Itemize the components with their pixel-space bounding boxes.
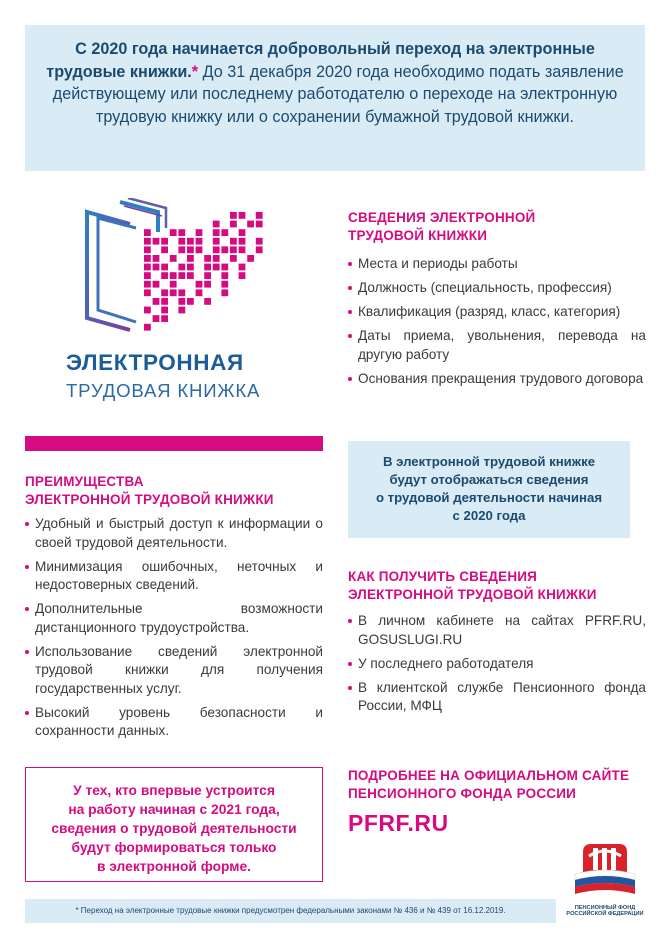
pixel-square xyxy=(161,289,168,296)
pixel-square xyxy=(178,264,185,271)
list-item: Места и периоды работы xyxy=(348,255,646,274)
pixel-square xyxy=(256,221,263,228)
list-item: Основания прекращения трудового договора xyxy=(348,370,646,389)
pixel-square xyxy=(230,221,237,228)
pixel-square xyxy=(239,238,246,245)
pixel-square xyxy=(204,281,211,288)
logo-subtitle: ТРУДОВАЯ КНИЖКА xyxy=(66,380,261,401)
list-item: Квалификация (разряд, класс, категория) xyxy=(348,303,646,322)
pixel-square xyxy=(196,281,203,288)
pixel-square xyxy=(161,264,168,271)
more-info-heading: ПОДРОБНЕЕ НА ОФИЦИАЛЬНОМ САЙТЕ ПЕНСИОННОГО ФОНДА РОССИИ xyxy=(348,768,630,801)
pixel-square xyxy=(153,315,160,322)
pixel-square xyxy=(213,264,220,271)
pixel-square xyxy=(153,255,160,262)
list-item: В личном кабинете на сайтах PFRF.RU, GOSUSLUGI.RU xyxy=(348,612,646,649)
pixel-square xyxy=(178,246,185,253)
pixel-square xyxy=(170,255,177,262)
pixel-square xyxy=(178,238,185,245)
list-item: Дополнительные возможности дистанционного трудоустройства. xyxy=(25,600,323,637)
pixel-square xyxy=(213,238,220,245)
list-item: Использование сведений электронной трудовой книжки для получения государственных услуг. xyxy=(25,643,323,699)
advantages-list xyxy=(25,515,323,741)
intro-banner xyxy=(25,25,645,171)
pfrf-site-link[interactable]: PFRF.RU xyxy=(348,810,449,836)
pixel-square xyxy=(221,289,228,296)
pixel-square xyxy=(144,281,151,288)
pixel-square xyxy=(170,281,177,288)
book-pixel-icon xyxy=(62,198,267,348)
pixel-square xyxy=(161,238,168,245)
pixel-square xyxy=(144,289,151,296)
work-book-logo xyxy=(62,198,267,401)
pixel-square xyxy=(153,281,160,288)
intro-regular-text: До 31 декабря 2020 года необходимо подать заявление действующему или последнему работодателю о переходе на электронную трудовую книжку или о сохранении бумажной трудовой книжки. xyxy=(52,62,624,126)
pixel-square xyxy=(204,298,211,305)
pixel-square xyxy=(221,246,228,253)
details-heading: СВЕДЕНИЯ ЭЛЕКТРОННОЙ ТРУДОВОЙ КНИЖКИ xyxy=(348,210,536,243)
pixel-square xyxy=(144,264,151,271)
how-to-get-section xyxy=(348,568,646,721)
pixel-square xyxy=(187,298,194,305)
list-item: Должность (специальность, профессия) xyxy=(348,279,646,298)
list-item: У последнего работодателя xyxy=(348,655,646,674)
pixel-square xyxy=(144,238,151,245)
list-item: Удобный и быстрый доступ к информации о своей трудовой деятельности. xyxy=(25,515,323,552)
list-item: Минимизация ошибочных, неточных и недостоверных сведений. xyxy=(25,558,323,595)
pixel-square xyxy=(213,229,220,236)
pixel-square xyxy=(161,298,168,305)
list-item: Высокий уровень безопасности и сохранности данных. xyxy=(25,704,323,741)
pixel-square xyxy=(239,264,246,271)
pixel-square xyxy=(178,272,185,279)
pixel-square xyxy=(230,255,237,262)
pixel-square xyxy=(196,238,203,245)
pixel-square xyxy=(161,272,168,279)
pixel-square xyxy=(256,246,263,253)
pixel-square xyxy=(178,229,185,236)
pfr-emblem-icon xyxy=(565,842,645,900)
how-to-get-list xyxy=(348,612,646,716)
pixel-square xyxy=(247,221,254,228)
more-info-section xyxy=(348,767,648,837)
pixel-square xyxy=(161,246,168,253)
list-item: Даты приема, увольнения, перевода на другую работу xyxy=(348,327,646,364)
section-divider-bar xyxy=(25,436,323,451)
pixel-square xyxy=(213,221,220,228)
pixel-square xyxy=(221,229,228,236)
pixel-square xyxy=(178,307,185,314)
pixel-square xyxy=(213,255,220,262)
list-item: В клиентской службе Пенсионного фонда России, МФЦ xyxy=(348,679,646,716)
pfr-caption: ПЕНСИОННЫЙ ФОНД РОССИЙСКОЙ ФЕДЕРАЦИИ xyxy=(566,905,644,918)
pixel-square xyxy=(256,212,263,219)
pfr-logo xyxy=(565,842,645,926)
pixel-square xyxy=(204,272,211,279)
intro-bold-text: С 2020 года начинается добровольный переход на электронные трудовые книжки. xyxy=(46,40,595,81)
pixel-square xyxy=(247,255,254,262)
pixel-square xyxy=(196,246,203,253)
pixel-square xyxy=(161,315,168,322)
pixel-square xyxy=(230,238,237,245)
logo-title: ЭЛЕКТРОННАЯ xyxy=(66,350,244,375)
advantages-section xyxy=(25,473,323,746)
pixel-square xyxy=(144,229,151,236)
pixel-square xyxy=(161,307,168,314)
pixel-square xyxy=(187,246,194,253)
pixel-square xyxy=(153,264,160,271)
pixel-square xyxy=(187,238,194,245)
footnote-bar: * Переход на электронные трудовые книжки предусмотрен федеральными законами № 436 и № 439 от 16.12.2019. xyxy=(25,899,556,923)
how-to-get-heading: КАК ПОЛУЧИТЬ СВЕДЕНИЯ ЭЛЕКТРОННОЙ ТРУДОВОЙ КНИЖКИ xyxy=(348,569,597,602)
pixel-square xyxy=(204,264,211,271)
pixel-square xyxy=(153,298,160,305)
pixel-square xyxy=(239,212,246,219)
pixel-square xyxy=(144,255,151,262)
pixel-square xyxy=(239,229,246,236)
pixel-square xyxy=(144,307,151,314)
pixel-square xyxy=(178,289,185,296)
pixel-square xyxy=(221,264,228,271)
pixel-square xyxy=(187,272,194,279)
pixel-square xyxy=(170,289,177,296)
info-box: В электронной трудовой книжке будут отображаться сведения о трудовой деятельности начиная с 2020 года xyxy=(348,441,630,538)
pixel-square xyxy=(213,246,220,253)
pixel-square xyxy=(196,229,203,236)
pixel-square xyxy=(196,289,203,296)
pixel-square xyxy=(221,272,228,279)
pixel-square xyxy=(178,298,185,305)
pixel-square xyxy=(221,281,228,288)
pixel-square xyxy=(187,264,194,271)
pixel-square xyxy=(239,246,246,253)
advantages-heading: ПРЕИМУЩЕСТВА ЭЛЕКТРОННОЙ ТРУДОВОЙ КНИЖКИ xyxy=(25,474,274,507)
pixel-square xyxy=(204,255,211,262)
pixel-square xyxy=(230,246,237,253)
details-list xyxy=(348,255,646,388)
details-section xyxy=(348,209,646,394)
pixel-square xyxy=(170,272,177,279)
pixel-square xyxy=(144,272,151,279)
first-job-notice: У тех, кто впервые устроится на работу начиная с 2021 года, сведения о трудовой деятельности будут формироваться только в электронной форме. xyxy=(25,767,323,882)
pixel-square xyxy=(230,212,237,219)
footnote-asterisk: * xyxy=(191,62,199,81)
pixel-square xyxy=(239,272,246,279)
pixel-square xyxy=(153,238,160,245)
pixel-square xyxy=(256,238,263,245)
pixel-square xyxy=(144,324,151,331)
pixel-square xyxy=(144,246,151,253)
pixel-square xyxy=(170,229,177,236)
pixel-square xyxy=(187,255,194,262)
